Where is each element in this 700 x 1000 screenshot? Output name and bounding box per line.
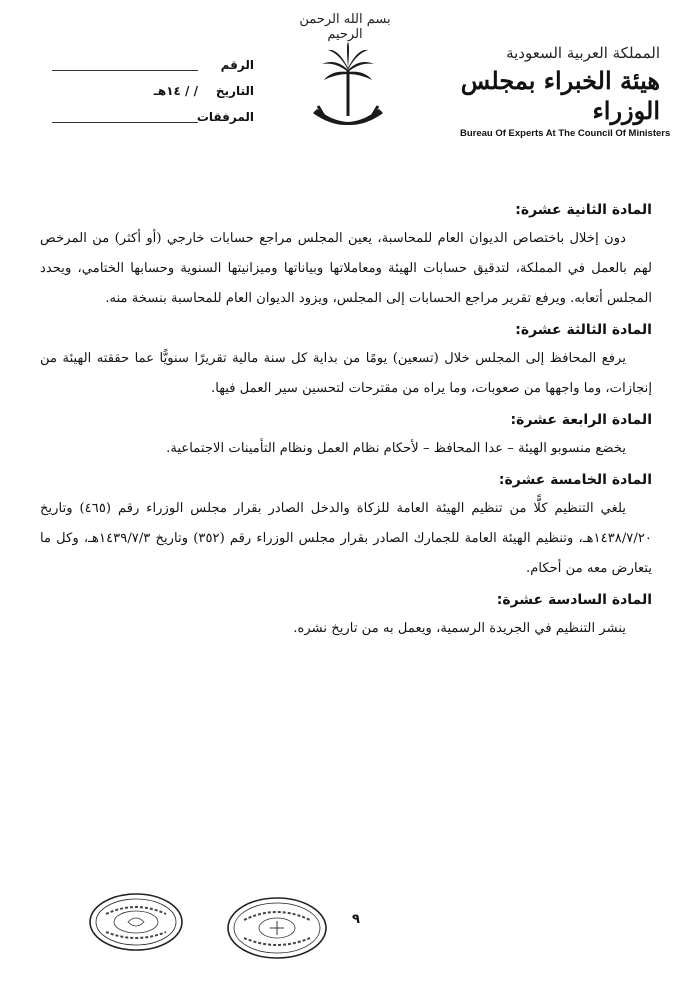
- org-name-english: Bureau Of Experts At The Council Of Ministers: [460, 128, 671, 139]
- article-heading: المادة السادسة عشرة:: [496, 592, 652, 608]
- attachments-label: المرفقات: [196, 110, 254, 124]
- date-row: [44, 82, 254, 108]
- ref-number-row: [44, 56, 254, 82]
- article-text: يخضع منسوبو الهيئة – عدا المحافظ – لأحكام نظام العمل ونظام التأمينات الاجتماعية.: [166, 441, 626, 456]
- official-seal-icon: [226, 896, 328, 960]
- article-text: دون إخلال باختصاص الديوان العام للمحاسبة، يعين المجلس مراجع حسابات خارجي (أو أكثر) من المرخص لهم بالعمل في المملكة، لتدقيق حسابات الهيئة ومعاملاتها وبياناتها وميزانيتها السنوية وحسابها الختامي، ويحدد المجلس أتعابه. ويرفع تقرير مراجع الحسابات إلى المجلس، ويزود الديوان العام للمحاسبة بنسخة منه.: [40, 231, 652, 306]
- org-name-arabic: المملكة العربية السعودية: [506, 44, 660, 62]
- article-15: [40, 472, 652, 584]
- article-14: [40, 412, 652, 464]
- page-number: ٩: [352, 912, 360, 927]
- document-body: [40, 202, 652, 652]
- attachments-row: [44, 108, 254, 134]
- article-text: يلغي التنظيم كلًّا من تنظيم الهيئة العامة للزكاة والدخل الصادر بقرار مجلس الوزراء رقم (٤٦٥) وتاريخ ١٤٣٨/٧/٢٠هـ، وتنظيم الهيئة العامة للجمارك الصادر بقرار مجلس الوزراء رقم (٣٥٢) وتاريخ ١٤٣٩/٧/٣هـ، وكل ما يتعارض معه من أحكام.: [40, 501, 652, 576]
- document-meta: [44, 56, 254, 134]
- saudi-emblem-icon: [308, 40, 388, 140]
- basmala: بسم الله الرحمن الرحيم: [299, 12, 391, 42]
- article-16: [40, 592, 652, 644]
- article-text: يرفع المحافظ إلى المجلس خلال (تسعين) يومًا من بداية كل سنة مالية تقريرًا سنويًّا عما حققته الهيئة من إنجازات، وما واجهها من صعوبات، وما يراه من مقترحات لتحسين سير العمل فيها.: [40, 351, 652, 396]
- article-13: [40, 322, 652, 404]
- article-text: ينشر التنظيم في الجريدة الرسمية، ويعمل به من تاريخ نشره.: [293, 621, 626, 636]
- organization-header: [460, 44, 671, 139]
- article-heading: المادة الرابعة عشرة:: [510, 412, 652, 428]
- org-title-arabic: هيئة الخبراء بمجلس الوزراء: [460, 66, 660, 125]
- date-label: التاريخ: [215, 84, 254, 98]
- article-heading: المادة الثانية عشرة:: [515, 202, 652, 218]
- ref-number-label: الرقم: [220, 58, 254, 72]
- ref-number-line: [52, 70, 198, 71]
- official-seal-icon: [88, 892, 184, 952]
- article-heading: المادة الخامسة عشرة:: [498, 472, 652, 488]
- article-heading: المادة الثالثة عشرة:: [515, 322, 652, 338]
- article-12: [40, 202, 652, 314]
- attachments-line: [52, 122, 198, 123]
- date-value: / / ١٤هـ: [153, 84, 198, 98]
